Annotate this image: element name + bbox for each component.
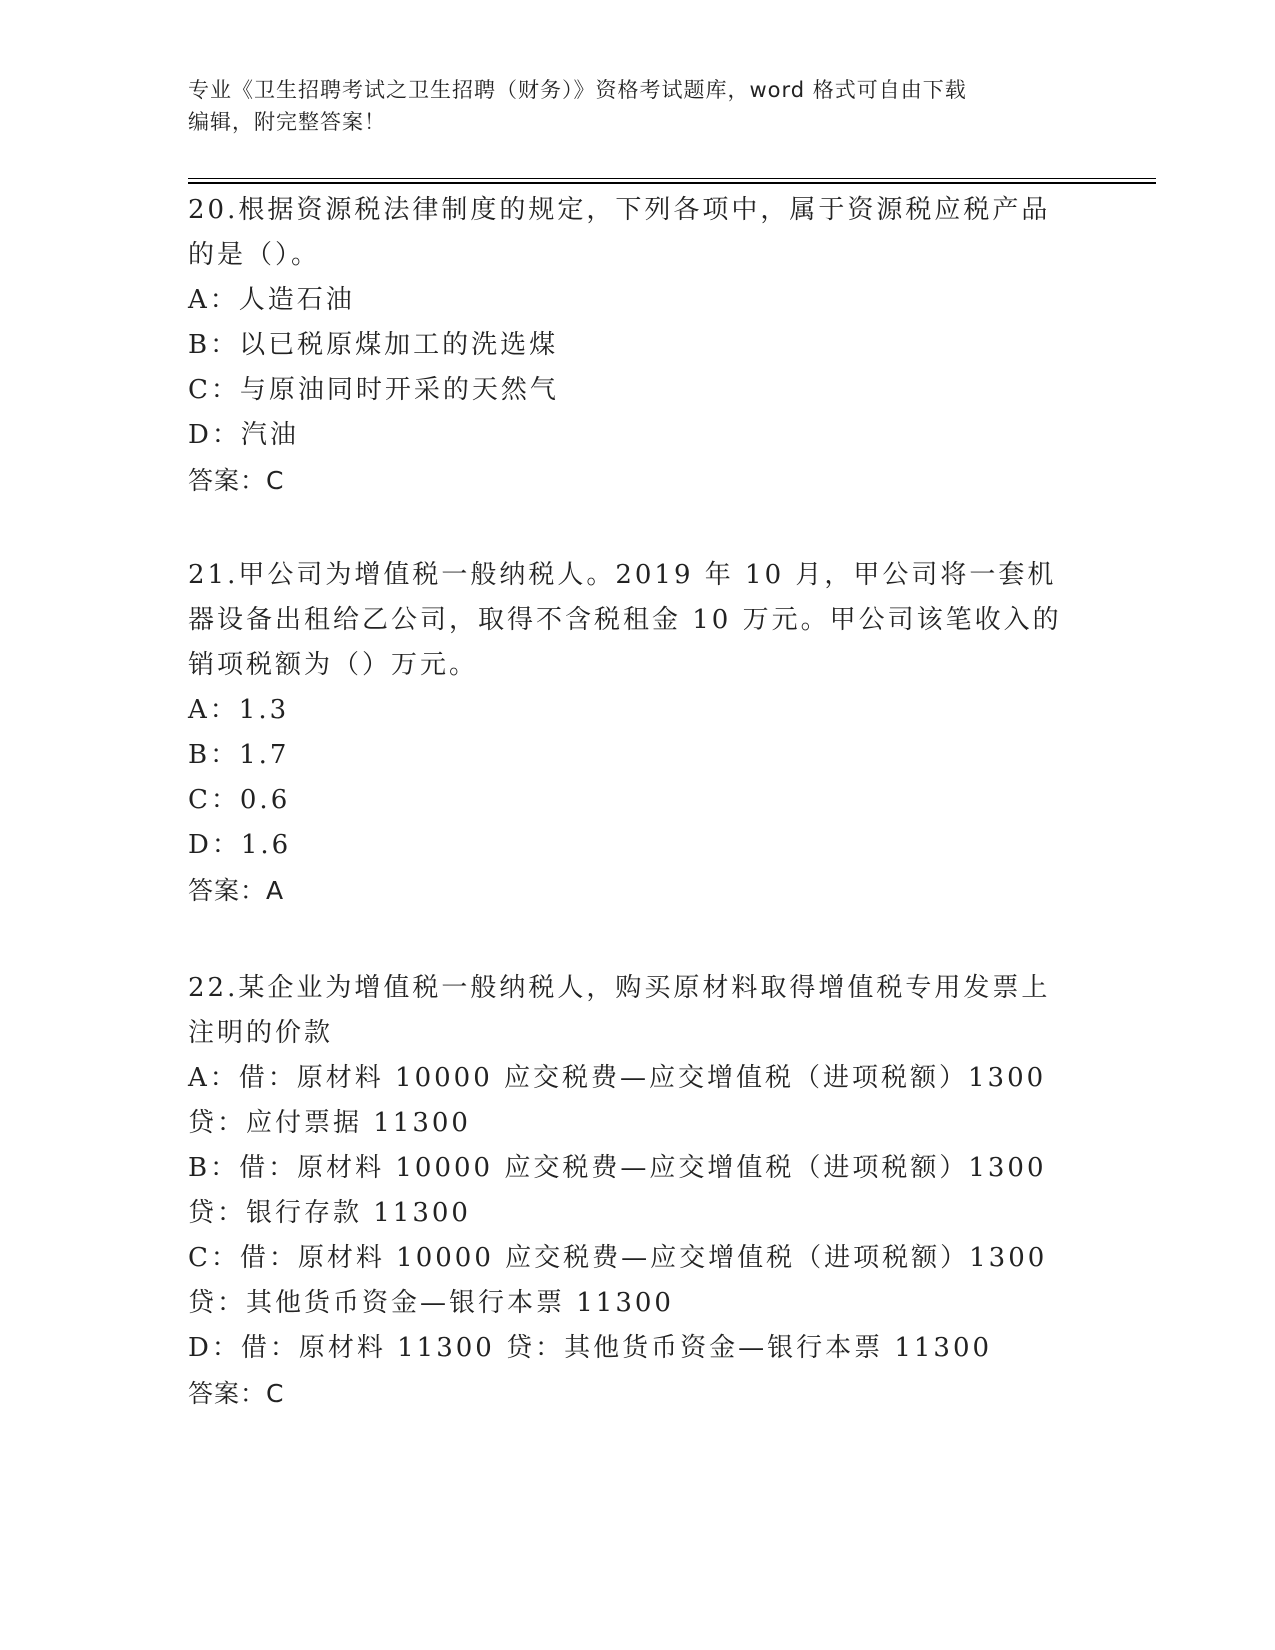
option-b: B：1.7 [188, 740, 290, 770]
option-d: D：1.6 [188, 830, 292, 860]
answer: 答案：A [188, 876, 285, 905]
document-header [188, 74, 1088, 138]
header-line-2: 编辑，附完整答案！ [188, 110, 386, 134]
option-c: C：与原油同时开采的天然气 [188, 375, 559, 405]
answer: 答案：C [188, 1379, 285, 1408]
question-21 [188, 553, 1078, 913]
option-d: D：借：原材料 11300 贷：其他货币资金—银行本票 11300 [188, 1333, 993, 1363]
option-d: D：汽油 [188, 420, 299, 450]
question-stem: 22.某企业为增值税一般纳税人，购买原材料取得增值税专用发票上注明的价款 [188, 973, 1051, 1048]
question-stem: 21.甲公司为增值税一般纳税人。2019 年 10 月，甲公司将一套机器设备出租给乙公司，取得不含税租金 10 万元。甲公司该笔收入的销项税额为（）万元。 [188, 560, 1062, 680]
header-divider-top [188, 178, 1156, 179]
option-a: A：借：原材料 10000 应交税费—应交增值税（进项税额）1300 贷：应付票据 11300 [188, 1063, 1047, 1138]
option-a: A：1.3 [188, 695, 290, 725]
option-b: B：借：原材料 10000 应交税费—应交增值税（进项税额）1300 贷：银行存款 11300 [188, 1153, 1047, 1228]
option-c: C：0.6 [188, 785, 291, 815]
answer: 答案：C [188, 466, 285, 495]
question-20 [188, 188, 1078, 503]
header-divider-bottom [188, 182, 1156, 184]
question-22 [188, 966, 1078, 1416]
option-b: B：以已税原煤加工的洗选煤 [188, 330, 559, 360]
option-a: A：人造石油 [188, 285, 355, 315]
question-stem: 20.根据资源税法律制度的规定，下列各项中，属于资源税应税产品的是（）。 [188, 195, 1051, 270]
option-c: C：借：原材料 10000 应交税费—应交增值税（进项税额）1300 贷：其他货币资金—银行本票 11300 [188, 1243, 1048, 1318]
header-line-1: 专业《卫生招聘考试之卫生招聘（财务）》资格考试题库，word 格式可自由下载 [188, 78, 967, 102]
